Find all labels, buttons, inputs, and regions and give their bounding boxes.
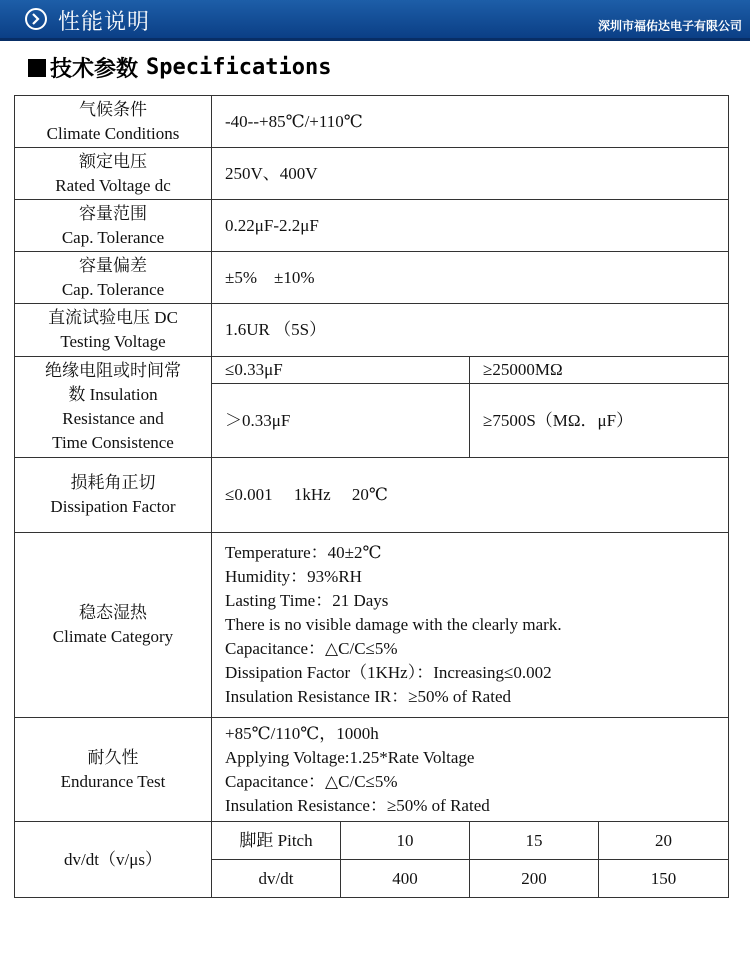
row-value: 1.6UR （5S） [212,304,729,357]
table-row [15,357,729,384]
insulation-value-large: ≥7500S（MΩ．μF） [470,384,729,458]
table-row [15,252,729,304]
dvdt-value-20: 150 [599,860,729,898]
pitch-20: 20 [599,822,729,860]
insulation-value-small: ≥25000MΩ [470,357,729,384]
table-row [15,458,729,533]
row-label: 直流试验电压 DC Testing Voltage [15,304,212,357]
section-title-cn: 技术参数 [50,57,139,82]
pitch-10: 10 [341,822,470,860]
dvdt-value-15: 200 [470,860,599,898]
table-row [15,718,729,822]
row-label: 容量范围 Cap. Tolerance [15,200,212,252]
header-title: 性能说明 [58,10,151,35]
insulation-cap-small: ≤0.33μF [212,357,470,384]
section-title [28,52,331,83]
pitch-label: 脚距 Pitch [212,822,341,860]
insulation-cap-large: ＞0.33μF [212,384,470,458]
row-label: 额定电压 Rated Voltage dc [15,148,212,200]
row-label: 耐久性 Endurance Test [15,718,212,822]
table-row [15,304,729,357]
row-value: +85℃/110℃，1000h Applying Voltage:1.25*Rate Voltage Capacitance：△C/C≤5% Insulation Resistance：≥50% of Rated [212,718,729,822]
dvdt-value-10: 400 [341,860,470,898]
chevron-right-circle-icon [25,8,47,30]
row-label: 气候条件 Climate Conditions [15,96,212,148]
table-row [15,200,729,252]
page-header [0,0,750,41]
row-label: 绝缘电阻或时间常 数 Insulation Resistance and Time Consistence [15,357,212,458]
row-label: 损耗角正切 Dissipation Factor [15,458,212,533]
row-value: 250V、400V [212,148,729,200]
company-name: 深圳市福佑达电子有限公司 [597,19,742,33]
square-bullet-icon [28,59,46,77]
table-row [15,96,729,148]
row-value: 0.22μF-2.2μF [212,200,729,252]
specifications-table [14,95,729,898]
table-row [15,822,729,860]
row-label: 容量偏差 Cap. Tolerance [15,252,212,304]
row-value: ≤0.001 1kHz 20℃ [212,458,729,533]
dvdt-label: dv/dt（v/μs） [15,822,212,898]
row-value: -40--+85℃/+110℃ [212,96,729,148]
table-row [15,148,729,200]
pitch-15: 15 [470,822,599,860]
row-value: ±5% ±10% [212,252,729,304]
dvdt-sub-label: dv/dt [212,860,341,898]
table-row [15,533,729,718]
row-value: Temperature：40±2℃ Humidity：93%RH Lasting Time：21 Days There is no visible damage with the clearly mark. Capacitance：△C/C≤5% Dissipation Factor（1KHz）：Increasing≤0.002 Insulation Resistance IR：≥50% of Rated [212,533,729,718]
row-label: 稳态湿热 Climate Category [15,533,212,718]
section-title-en: Specifications [146,55,332,80]
